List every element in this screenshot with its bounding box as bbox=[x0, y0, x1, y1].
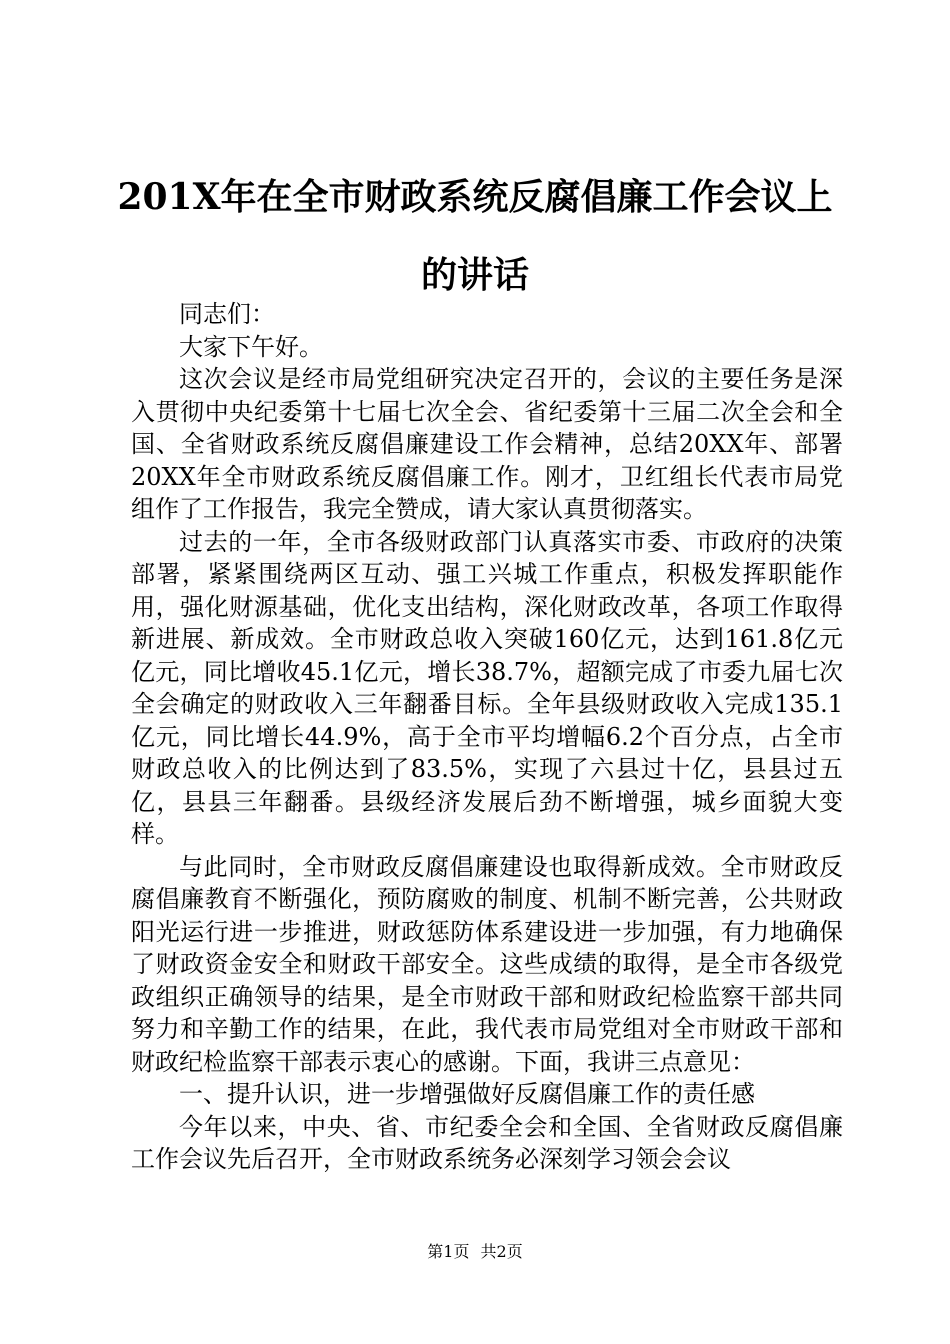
page-footer bbox=[0, 1242, 950, 1262]
body-paragraph: 今年以来，中央、省、市纪委全会和全国、全省财政反腐倡廉工作会议先后召开，全市财政系统务必深刻学习领会会议 bbox=[131, 1112, 843, 1173]
salutation-paragraph: 同志们： bbox=[179, 300, 275, 328]
title-line-1: 201X年在全市财政系统反腐倡廉工作会议上 bbox=[117, 176, 833, 218]
body-paragraph: 与此同时，全市财政反腐倡廉建设也取得新成效。全市财政反腐倡廉教育不断强化，预防腐败的制度、机制不断完善，公共财政阳光运行进一步推进，财政惩防体系建设进一步加强，有力地确保了财政资金安全和财政干部安全。这些成绩的取得，是全市各级党政组织正确领导的结果，是全市财政干部和财政纪检监察干部共同努力和辛勤工作的结果，在此，我代表市局党组对全市财政干部和财政纪检监察干部表示衷心的感谢。下面，我讲三点意见： bbox=[131, 852, 843, 1076]
document-title bbox=[110, 158, 840, 314]
document-body bbox=[131, 298, 843, 1176]
page-total: 共2页 bbox=[480, 1242, 523, 1261]
greeting-paragraph: 大家下午好。 bbox=[179, 332, 323, 361]
section-heading: 一、提升认识，进一步增强做好反腐倡廉工作的责任感 bbox=[179, 1080, 755, 1108]
page-number: 第1页 bbox=[427, 1242, 470, 1261]
body-paragraph: 过去的一年，全市各级财政部门认真落实市委、市政府的决策部署，紧紧围绕两区互动、强工兴城工作重点，积极发挥职能作用，强化财源基础，优化支出结构，深化财政改革，各项工作取得新进展、新成效。全市财政总收入突破160亿元，达到161.8亿元亿元，同比增收45.1亿元，增长38.7%，超额完成了市委九届七次全会确定的财政收入三年翻番目标。全年县级财政收入完成135.1亿元，同比增长44.9%，高于全市平均增幅6.2个百分点，占全市财政总收入的比例达到了83.5%，实现了六县过十亿，县县过五亿，县县三年翻番。县级经济发展后劲不断增强，城乡面貌大变样。 bbox=[131, 527, 843, 848]
title-line-2: 的讲话 bbox=[420, 254, 529, 296]
body-paragraph: 这次会议是经市局党组研究决定召开的，会议的主要任务是深入贯彻中央纪委第十七届七次全会、省纪委第十三届二次全会和全国、全省财政系统反腐倡廉建设工作会精神，总结20XX年、部署20XX年全市财政系统反腐倡廉工作。刚才，卫红组长代表市局党组作了工作报告，我完全赞成，请大家认真贯彻落实。 bbox=[131, 365, 843, 523]
